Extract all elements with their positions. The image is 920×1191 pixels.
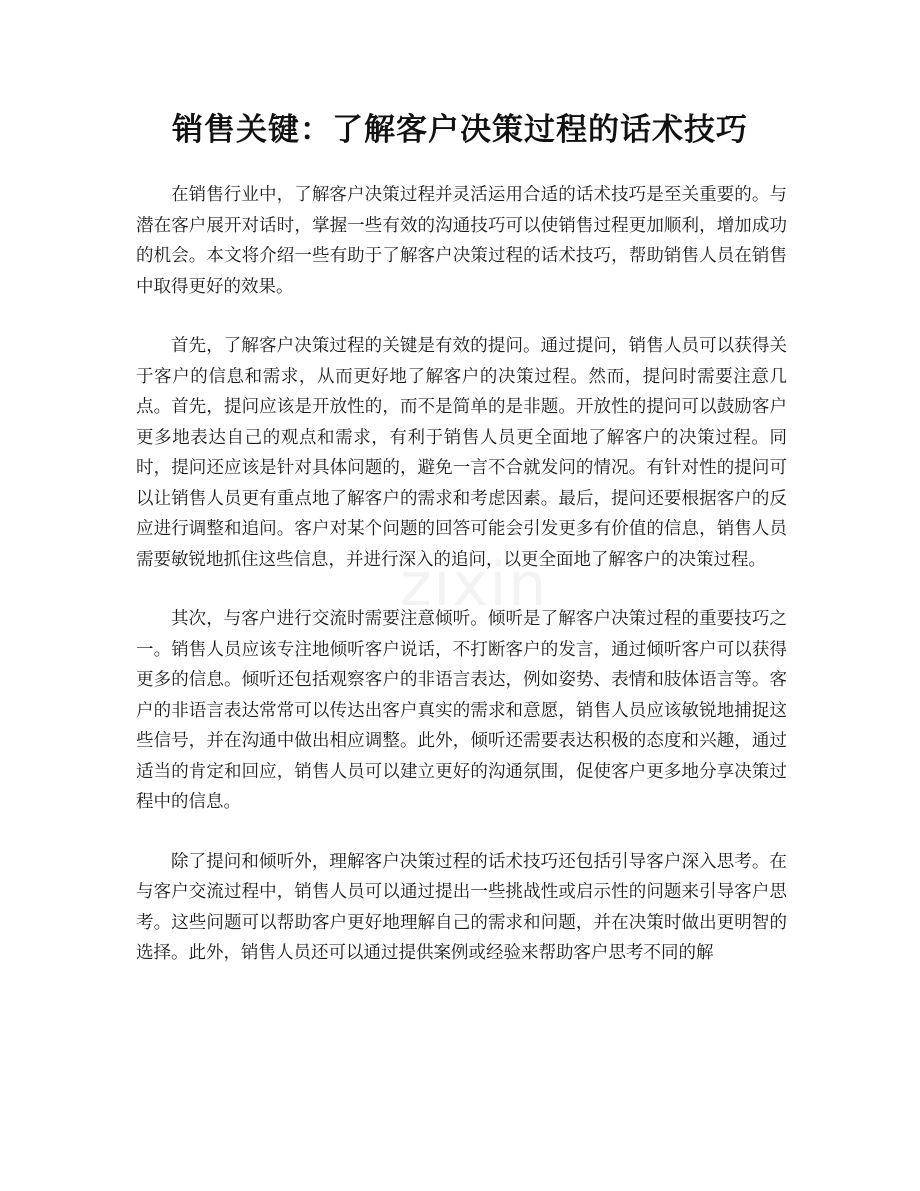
paragraph-3: 其次，与客户进行交流时需要注意倾听。倾听是了解客户决策过程的重要技巧之一。销售人员应该专注地倾听客户说话，不打断客户的发言，通过倾听客户可以获得更多的信息。倾听还包括观察客户的非语言表达，例如姿势、表情和肢体语言等。客户的非语言表达常常可以传达出客户真实的需求和意愿，销售人员应该敏锐地捕捉这些信号，并在沟通中做出相应调整。此外，倾听还需要表达积极的态度和兴趣，通过适当的肯定和回应，销售人员可以建立更好的沟通氛围，促使客户更多地分享决策过程中的信息。 <box>136 609 787 812</box>
paragraph-2: 首先，了解客户决策过程的关键是有效的提问。通过提问，销售人员可以获得关于客户的信息和需求，从而更好地了解客户的决策过程。然而，提问时需要注意几点。首先，提问应该是开放性的，而不是简单的是非题。开放性的提问可以鼓励客户更多地表达自己的观点和需求，有利于销售人员更全面地了解客户的决策过程。同时，提问还应该是针对具体问题的，避免一言不合就发问的情况。有针对性的提问可以让销售人员更有重点地了解客户的需求和考虑因素。最后，提问还要根据客户的反应进行调整和追问。客户对某个问题的回答可能会引发更多有价值的信息，销售人员需要敏锐地抓住这些信息，并进行深入的追问，以更全面地了解客户的决策过程。 <box>136 336 787 570</box>
document-body <box>136 180 787 998</box>
paragraph-1: 在销售行业中，了解客户决策过程并灵活运用合适的话术技巧是至关重要的。与潜在客户展开对话时，掌握一些有效的沟通技巧可以使销售过程更加顺利，增加成功的机会。本文将介绍一些有助于了解客户决策过程的话术技巧，帮助销售人员在销售中取得更好的效果。 <box>136 185 787 297</box>
watermark: zixin <box>400 550 549 620</box>
paragraph-4: 除了提问和倾听外，理解客户决策过程的话术技巧还包括引导客户深入思考。在与客户交流过程中，销售人员可以通过提出一些挑战性或启示性的问题来引导客户思考。这些问题可以帮助客户更好地理解自己的需求和问题，并在决策时做出更明智的选择。此外，销售人员还可以通过提供案例或经验来帮助客户思考不同的解 <box>136 851 787 963</box>
document-title: 销售关键：了解客户决策过程的话术技巧 <box>172 112 748 148</box>
